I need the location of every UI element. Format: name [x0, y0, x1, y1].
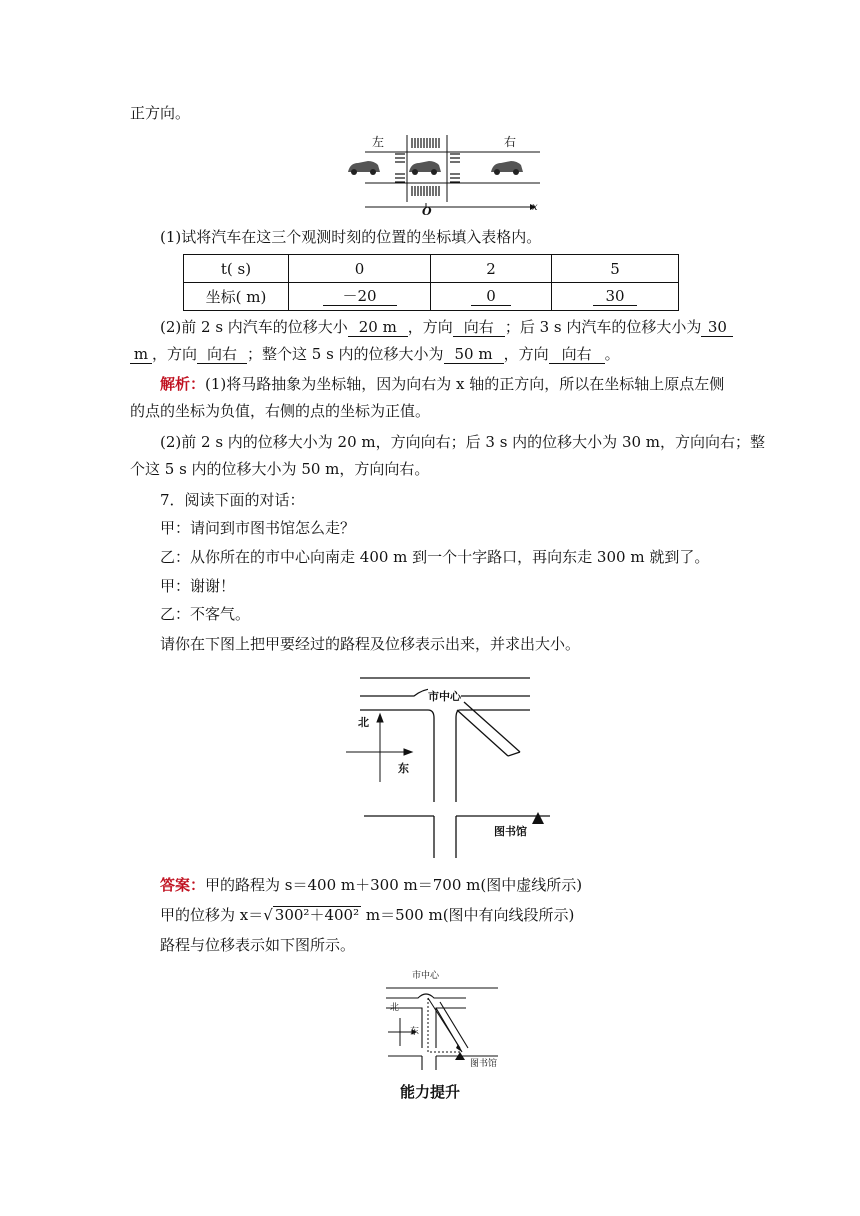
- table-row: [184, 255, 679, 283]
- answer-line3: 路程与位移表示如下图所示。: [160, 936, 356, 954]
- map-library-label: 图书馆: [494, 825, 527, 838]
- answer-east-label: 东: [410, 1027, 420, 1037]
- answer-north-label: 北: [390, 1003, 400, 1013]
- analysis-line4: 个这 5 s 内的位移大小为 50 m，方向向右。: [130, 460, 430, 478]
- q6-part2-line1: (2)前 2 s 内汽车的位移大小 20 m ，方向 向右 ；后 3 s 内汽车的位移大小为 30: [160, 316, 733, 338]
- origin-label: O: [422, 205, 432, 218]
- map-center-label: 市中心: [428, 690, 461, 703]
- axis-label: x: [532, 202, 538, 213]
- dialog-line: 甲：请问到市图书馆怎么走？: [160, 519, 356, 537]
- car-middle: [409, 161, 441, 175]
- table-cell: 5: [552, 255, 679, 283]
- answer-line2: 甲的位移为 x＝√ 300²＋400² m＝500 m(图中有向线段所示): [160, 906, 575, 924]
- table-head: t( s): [184, 255, 289, 283]
- sqrt-expression: 300²＋400²: [274, 906, 360, 924]
- table-cell: －20: [289, 283, 431, 311]
- table-cell: 30: [552, 283, 679, 311]
- table-cell: 0: [289, 255, 431, 283]
- q7-title: 7．阅读下面的对话：: [160, 491, 305, 509]
- intro-text: 正方向。: [130, 104, 191, 122]
- map-north-label: 北: [358, 716, 369, 729]
- analysis-line2: 的点的坐标为负值，右侧的点的坐标为正值。: [130, 402, 431, 420]
- answer-center-label: 市中心: [412, 971, 440, 981]
- answer-line1: 答案：甲的路程为 s＝400 m＋300 m＝700 m(图中虚线所示): [160, 876, 583, 894]
- left-label: 左: [372, 135, 385, 149]
- map-east-label: 东: [398, 762, 409, 775]
- dialog-line: 甲：谢谢！: [160, 577, 236, 595]
- car-right: [491, 161, 523, 175]
- dialog-line: 乙：从你所在的市中心向南走 400 m 到一个十字路口，再向东走 300 m 就到了。: [160, 548, 710, 566]
- table-head: 坐标( m): [184, 283, 289, 311]
- table-cell: 0: [431, 283, 552, 311]
- section-title: 能力提升: [399, 1083, 460, 1101]
- analysis-line3: (2)前 2 s 内的位移大小为 20 m，方向向右；后 3 s 内的位移大小为 30 m，方向向右；整: [160, 433, 766, 451]
- answer-library-label: 图书馆: [470, 1059, 498, 1069]
- q7-ask: 请你在下图上把甲要经过的路程及位移表示出来，并求出大小。: [160, 635, 581, 653]
- analysis-line1: 解析：(1)将马路抽象为坐标轴，因为向右为 x 轴的正方向，所以在坐标轴上原点左侧: [160, 375, 725, 393]
- table-row: [184, 283, 679, 311]
- q6-part2-line2: m ，方向 向右 ；整个这 5 s 内的位移大小为 50 m ，方向 向右 。: [130, 343, 620, 365]
- q6-part1: (1)试将汽车在这三个观测时刻的位置的坐标填入表格内。: [160, 228, 542, 246]
- dialog-line: 乙：不客气。: [160, 605, 251, 623]
- right-label: 右: [504, 135, 517, 149]
- table-cell: 2: [431, 255, 552, 283]
- car-left: [348, 161, 380, 175]
- position-table: [183, 254, 679, 311]
